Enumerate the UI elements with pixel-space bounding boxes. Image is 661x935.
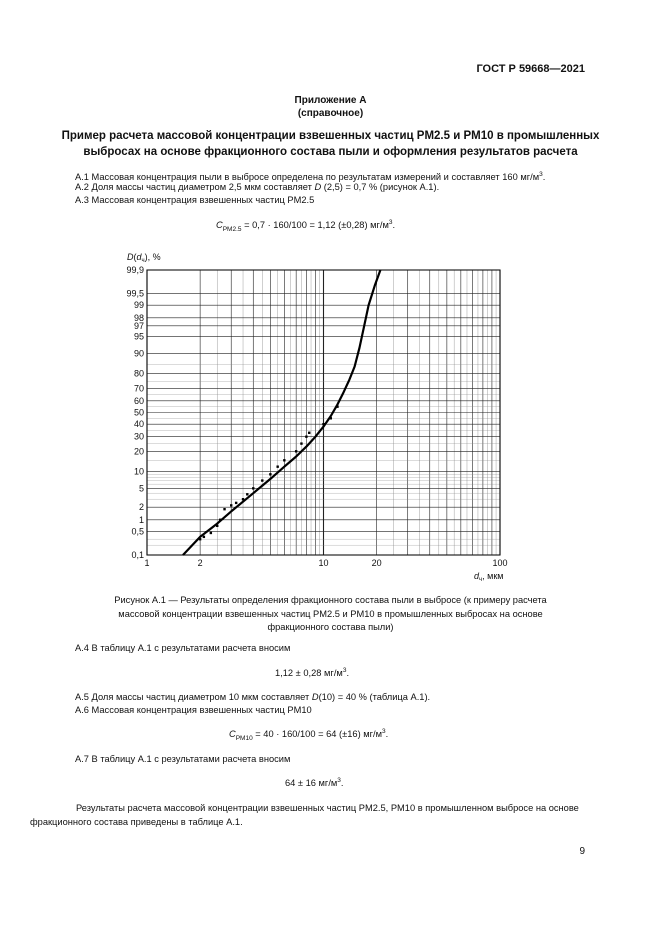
chart-points-layer xyxy=(199,406,339,541)
y-tick-label: 0,1 xyxy=(131,550,144,560)
data-point xyxy=(210,532,212,534)
y-tick-label: 95 xyxy=(133,331,144,342)
data-point xyxy=(246,493,248,495)
x-tick-label: 1 xyxy=(144,558,150,568)
heading-line-1: Пример расчета массовой концентрации взвешенных частиц PM2.5 и PM10 в промышленных xyxy=(61,130,600,142)
data-point xyxy=(308,432,310,434)
data-point xyxy=(261,479,263,481)
y-tick-label: 60 xyxy=(133,395,144,406)
data-point xyxy=(276,465,278,467)
caption-line-3: фракционного состава пыли) xyxy=(267,622,394,632)
paragraph-a5: А.5 Доля массы частиц диаметром 10 мкм составляет D(10) = 40 % (таблица А.1). xyxy=(75,692,431,702)
formula-pm25: $C_{PM2.5} = 0,7 \cdot 160/100 = 1,12$ (±0,28) $мг/м^3$. xyxy=(216,219,396,233)
y-tick-label: 98 xyxy=(133,312,144,323)
data-point xyxy=(223,508,225,510)
data-point xyxy=(269,473,271,475)
data-point xyxy=(330,417,332,419)
paragraph-a3: А.3 Массовая концентрация взвешенных частиц PM2.5 xyxy=(75,195,315,205)
paragraph-a4: А.4 В таблицу А.1 с результатами расчета вносим xyxy=(75,643,291,653)
y-tick-label: 97 xyxy=(133,320,144,331)
x-tick-label: 100 xyxy=(492,558,508,568)
data-point xyxy=(219,519,221,521)
y-tick-label: 99,9 xyxy=(126,265,144,275)
y-axis-label: $D(d_ч)$, % xyxy=(127,252,161,264)
formula-result-pm10: 64 ± 16 $мг/м^3$. xyxy=(285,777,344,789)
data-point xyxy=(203,536,205,538)
y-tick-label: 50 xyxy=(133,407,144,418)
data-point xyxy=(305,435,307,437)
data-point xyxy=(230,504,232,506)
heading-line-2: выбросах на основе фракционного состава пыли и оформления результатов расчета xyxy=(83,146,578,158)
y-tick-label: 80 xyxy=(133,368,144,379)
annex-title: Приложение А xyxy=(294,95,367,106)
y-tick-label: 30 xyxy=(133,431,144,442)
x-tick-label: 20 xyxy=(371,558,382,568)
paragraph-a6: А.6 Массовая концентрация взвешенных частиц PM10 xyxy=(75,705,312,715)
y-tick-label: 40 xyxy=(133,419,144,430)
data-point xyxy=(235,502,237,504)
data-point xyxy=(295,450,297,452)
x-tick-label: 2 xyxy=(197,558,203,568)
annex-subtitle: (справочное) xyxy=(297,108,364,119)
y-tick-label: 99 xyxy=(133,300,144,311)
page-number: 9 xyxy=(579,846,585,857)
y-tick-label: 70 xyxy=(133,383,144,394)
x-tick-label: 10 xyxy=(318,558,329,568)
data-point xyxy=(242,498,244,500)
y-tick-label: 99,5 xyxy=(126,288,144,299)
data-point xyxy=(300,442,302,444)
caption-line-1: Рисунок А.1 — Результаты определения фракционного состава пыли в выбросе (к примеру расчета xyxy=(114,595,547,605)
data-point xyxy=(216,525,218,527)
data-point xyxy=(322,423,324,425)
y-tick-label: 2 xyxy=(138,502,144,513)
formula-pm10: $C_{PM10} = 40 \cdot 160/100 = 64$ (±16) $мг/м^3$. xyxy=(229,728,389,742)
x-axis-label: $d_ч$, мкм xyxy=(474,571,504,583)
formula-result-pm25: 1,12 ± 0,28 $мг/м^3$. xyxy=(275,667,350,679)
document-number: ГОСТ Р 59668—2021 xyxy=(476,63,585,75)
paragraph-final: Результаты расчета массовой концентрации взвешенных частиц PM2.5, PM10 в промышленном выбросе на основе фракционного состава приведены в таблице А.1. xyxy=(30,803,579,827)
data-point xyxy=(283,459,285,461)
y-tick-label: 10 xyxy=(133,466,144,477)
caption-line-2: массовой концентрации взвешенных частиц PM2.5 и PM10 в промышленных выбросах на основе xyxy=(118,608,543,619)
y-tick-label: 20 xyxy=(133,446,144,457)
paragraph-a2: А.2 Доля массы частиц диаметром 2,5 мкм составляет D (2,5) = 0,7 % (рисунок А.1). xyxy=(75,182,440,192)
chart-grid xyxy=(147,270,500,555)
paragraph-a1: А.1 Массовая концентрация пыли в выбросе определена по результатам измерений и составляет 160 $мг/м^3$. xyxy=(75,171,546,183)
paragraph-a7: А.7 В таблицу А.1 с результатами расчета вносим xyxy=(75,754,291,764)
data-point xyxy=(336,406,338,408)
y-tick-label: 90 xyxy=(133,348,144,359)
data-point xyxy=(252,487,254,489)
y-tick-label: 0,5 xyxy=(131,526,144,537)
figure-caption xyxy=(70,594,591,635)
chart-labels-layer xyxy=(126,252,507,583)
y-tick-label: 1 xyxy=(138,514,144,525)
y-tick-label: 5 xyxy=(138,483,144,494)
data-point xyxy=(199,538,201,540)
